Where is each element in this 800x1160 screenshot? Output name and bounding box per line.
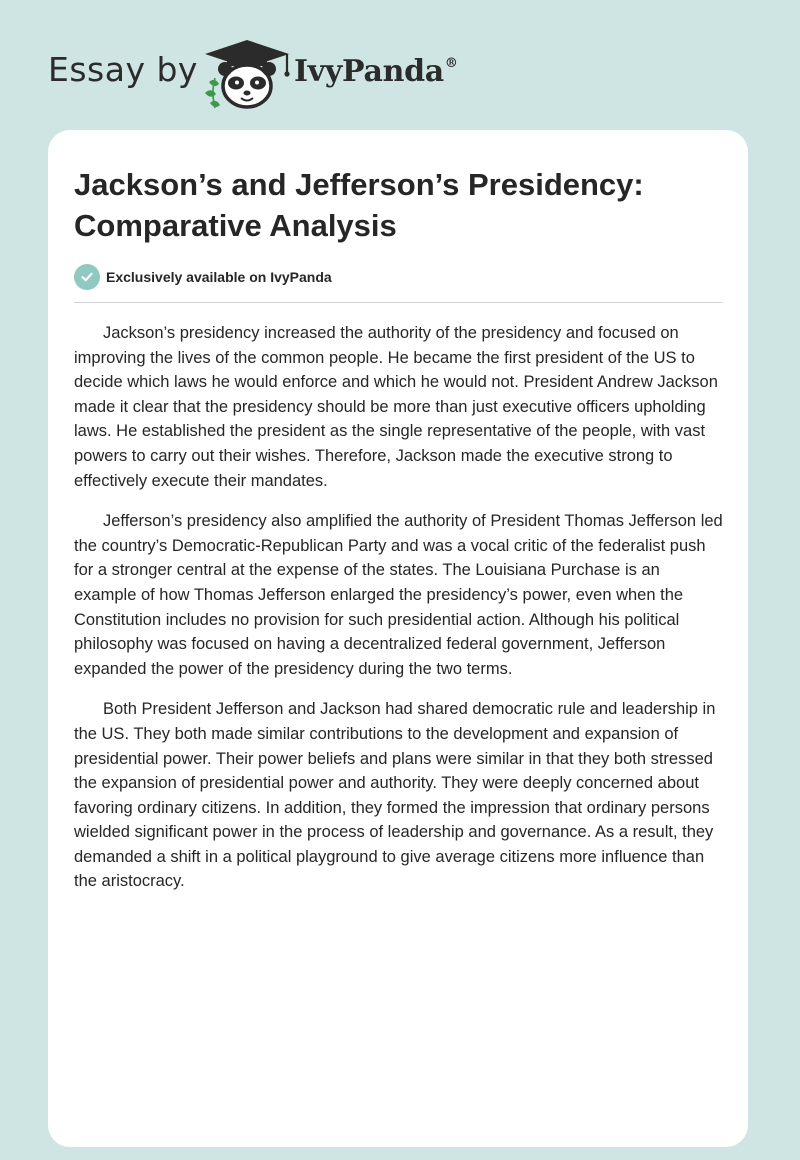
panda-graduate-icon	[201, 38, 293, 110]
brand-name: IvyPanda	[294, 54, 444, 89]
paragraph: Jefferson’s presidency also amplified the authority of President Thomas Jefferson led the country’s Democratic-Republican Party and was a vocal critic of the federalist push for a stronger central at the expense of the states. The Louisiana Purchase is an example of how Thomas Jefferson enlarged the presidency’s power, even when the Constitution includes no provision for such presidential action. Although his political philosophy was focused on having a decentralized federal government, Jefferson expanded the power of the presidency during the two terms.	[74, 512, 723, 678]
brand-logo-text[interactable]	[294, 54, 458, 89]
divider	[74, 302, 723, 303]
site-header	[0, 0, 800, 130]
essay-by-label: Essay by	[48, 50, 198, 89]
essay-body	[74, 321, 726, 910]
check-icon	[74, 264, 100, 290]
paragraph: Jackson’s presidency increased the authority of the presidency and focused on improving the lives of the common people. He became the first president of the US to decide which laws he would enforce and which he would not. President Andrew Jackson made it clear that the presidency should be more than just executive officers upholding laws. He established the president as the single representative of the people, with vast powers to carry out their wishes. Therefore, Jackson made the executive strong to effectively execute their mandates.	[74, 324, 718, 490]
essay-card	[48, 130, 748, 1147]
exclusive-badge-label: Exclusively available on IvyPanda	[106, 269, 332, 285]
exclusive-badge	[74, 263, 332, 291]
page-title: Jackson’s and Jefferson’s Presidency: Comparative Analysis	[74, 167, 644, 243]
paragraph: Both President Jefferson and Jackson had shared democratic rule and leadership in the US. They both made similar contributions to the development and expansion of presidential power. Their power beliefs and plans were similar in that they both stressed the expansion of presidential power and authority. They were deeply concerned about favoring ordinary citizens. In addition, they formed the impression that ordinary persons wielded significant power in the process of leadership and governance. As a result, they demanded a shift in a political playground to give average citizens more influence than the aristocracy.	[74, 700, 716, 891]
registered-mark: ®	[444, 56, 458, 71]
